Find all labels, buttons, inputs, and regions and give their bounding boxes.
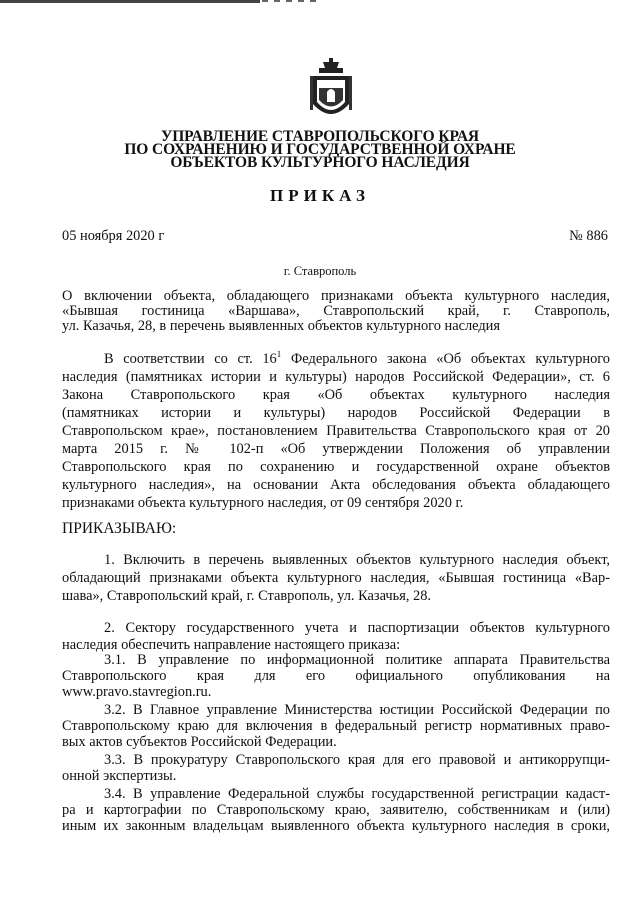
item-line: шава», Ставропольский край, г. Ставрополь, ул. Казачья, 28. <box>62 588 431 604</box>
subject-line: О включении объекта, обладающего признаками объекта культурного наследия, <box>62 288 610 304</box>
preamble-text: В соответствии со ст. 16 <box>104 351 277 367</box>
item-line: ра и картографии по Ставропольскому краю, заявителю, собственникам и (или) <box>62 802 610 818</box>
city: г. Ставрополь <box>283 264 357 278</box>
item-line: 3.1. В управление по информационной политике аппарата Правительства <box>104 652 610 668</box>
item-line: наследия обеспечить направление настоящего приказа: <box>62 637 401 653</box>
document-type: ПРИКАЗ <box>270 186 370 205</box>
scan-artifact-dots <box>262 0 322 2</box>
item-line: Ставропольского края для его официального опубликования на <box>62 668 610 684</box>
preamble-line <box>104 351 610 367</box>
item-line: 1. Включить в перечень выявленных объектов культурного наследия объект, <box>104 552 610 568</box>
item-line: www.pravo.stavregion.ru. <box>62 684 212 700</box>
item-line: вых актов субъектов Российской Федерации. <box>62 734 337 750</box>
subject-line: ул. Казачья, 28, в перечень выявленных объектов культурного наследия <box>62 318 500 334</box>
item-line: 3.3. В прокуратуру Ставропольского края для его правовой и антикоррупци- <box>104 752 610 768</box>
item-line: 3.2. В Главное управление Министерства юстиции Российской Федерации по <box>104 702 610 718</box>
preamble-line: Закона Ставропольского края «Об объектах культурного наследия <box>62 387 610 403</box>
preamble-line: признаками объекта культурного наследия, от 09 сентября 2020 г. <box>62 495 464 511</box>
item-line: 3.4. В управление Федеральной службы государственной регистрации кадаст- <box>104 786 610 802</box>
org-title-line: УПРАВЛЕНИЕ СТАВРОПОЛЬСКОГО КРАЯ <box>160 128 480 145</box>
subject-line: «Бывшая гостиница «Варшава», Ставропольский край, г. Ставрополь, <box>62 303 610 319</box>
item-line: онной экспертизы. <box>62 768 177 784</box>
item-line: иным их законным владельцам выявленного объекта культурного наследия в сроки, <box>62 818 610 834</box>
preamble-line: марта 2015 г. № 102-п «Об утверждении Положения об управлении <box>62 441 610 457</box>
preamble-line: наследия (памятниках истории и культуры) народов Российской Федерации», ст. 6 <box>62 369 610 385</box>
coat-of-arms-icon <box>309 58 353 126</box>
org-title-line: ОБЪЕКТОВ КУЛЬТУРНОГО НАСЛЕДИЯ <box>170 154 470 171</box>
order-word: ПРИКАЗЫВАЮ: <box>62 520 177 537</box>
org-title-line: ПО СОХРАНЕНИЮ И ГОСУДАРСТВЕННОЙ ОХРАНЕ <box>124 141 516 158</box>
preamble-line: культурного наследия», на основании Акта обследования объекта обладающего <box>62 477 610 493</box>
organization-title <box>0 130 640 169</box>
preamble-line: Ставропольском крае», постановлением Правительства Ставропольского края от 20 <box>62 423 610 439</box>
preamble-text: Федерального закона «Об объектах культурного <box>281 351 610 367</box>
preamble-line: Ставропольского края по сохранению и государственной охране объектов <box>62 459 610 475</box>
scan-artifact-line <box>0 0 260 3</box>
order-date: 05 ноября 2020 г <box>62 228 165 244</box>
item-line: Ставропольскому краю для включения в федеральный регистр нормативных право- <box>62 718 610 734</box>
item-line: 2. Сектору государственного учета и паспортизации объектов культурного <box>104 620 610 636</box>
superscript: 1 <box>276 351 282 360</box>
order-number: № 886 <box>569 228 608 244</box>
preamble-line: (памятниках истории и культуры) народов Российской Федерации в <box>62 405 610 421</box>
item-line: обладающий признаками объекта культурного наследия, «Бывшая гостиница «Вар- <box>62 570 610 586</box>
